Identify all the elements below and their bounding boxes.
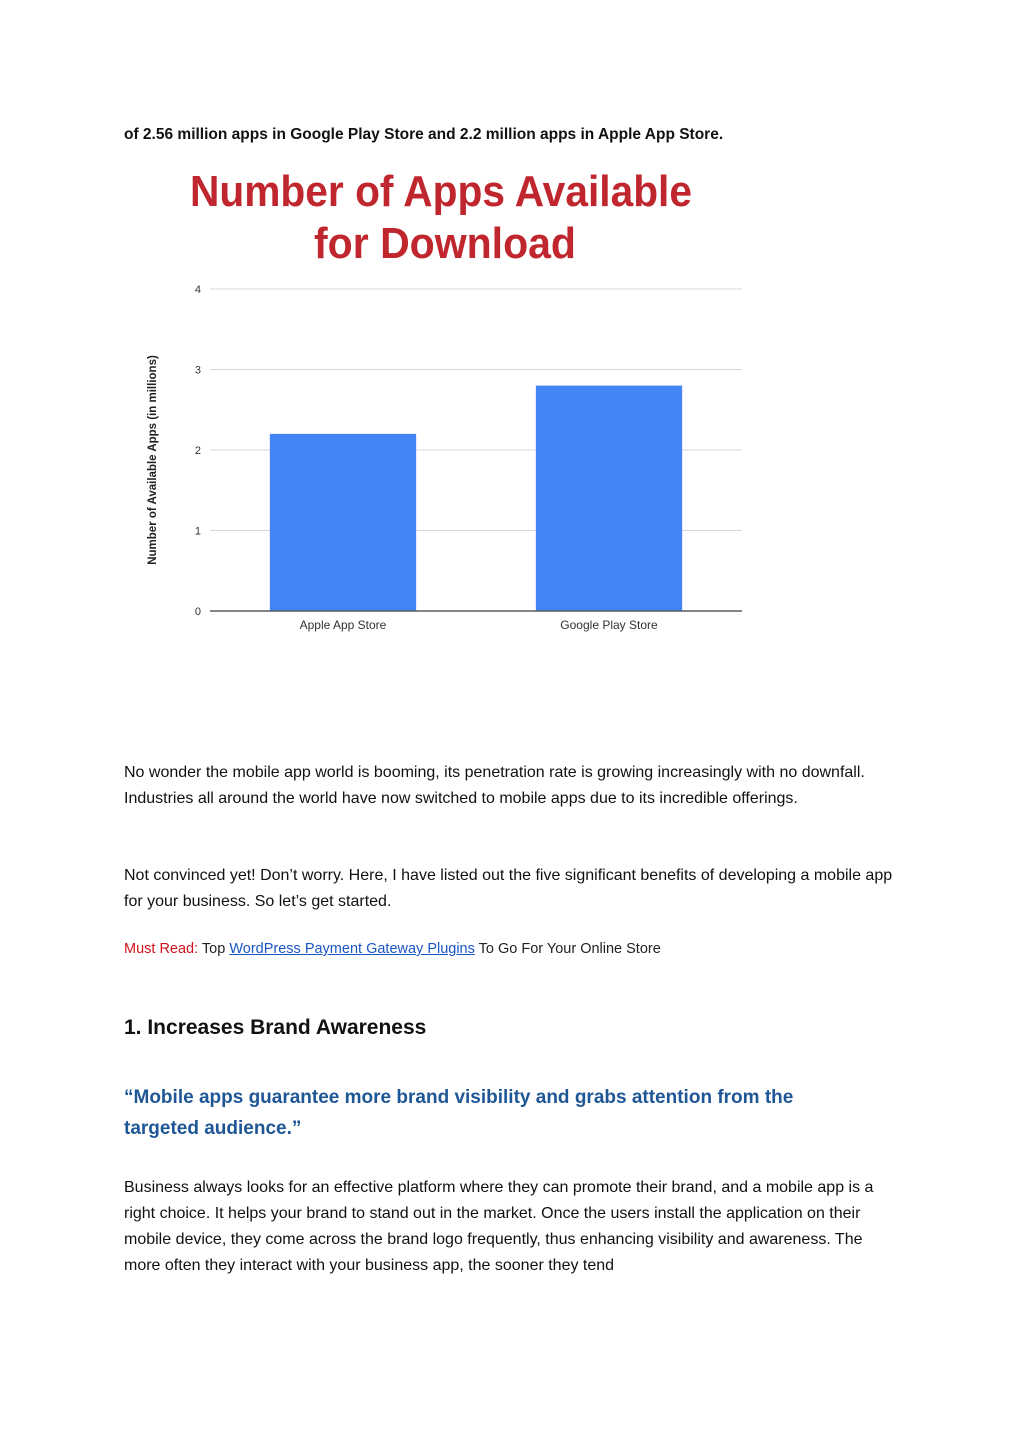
paragraph-not-convinced: Not convinced yet! Don’t worry. Here, I have listed out the five significant benefits of developing a mobile app for your business. So let’s get started. <box>124 867 893 910</box>
bar <box>270 434 416 611</box>
x-tick-label: Google Play Store <box>560 618 658 632</box>
chart-headline-line1: Number of Apps Available <box>190 167 692 216</box>
must-read-suffix: To Go For Your Online Store <box>474 941 661 957</box>
intro-line: of 2.56 million apps in Google Play Store and 2.2 million apps in Apple App Store. <box>124 126 724 143</box>
y-tick-label: 0 <box>194 606 201 618</box>
y-tick-label: 2 <box>194 445 201 457</box>
apps-bar-chart <box>128 158 746 652</box>
wordpress-plugins-link[interactable]: WordPress Payment Gateway Plugins <box>229 941 475 957</box>
section-heading: 1. Increases Brand Awareness <box>124 1016 427 1039</box>
apps-chart-figure <box>128 158 746 652</box>
paragraph-booming: No wonder the mobile app world is booming, its penetration rate is growing increasingly with no downfall. Industries all around the world have now switched to mobile apps due to its incredible offerings. <box>124 764 865 807</box>
must-read-line <box>124 941 661 957</box>
y-tick-label: 1 <box>194 525 201 538</box>
bar <box>536 386 682 611</box>
chart-bars <box>210 386 742 611</box>
section-quote: “Mobile apps guarantee more brand visibility and grabs attention from the targeted audience.” <box>124 1087 794 1139</box>
y-tick-label: 3 <box>194 364 201 377</box>
chart-y-axis-label: Number of Available Apps (in millions) <box>147 355 159 565</box>
chart-headline-line2: for Download <box>314 219 576 268</box>
chart-x-ticks <box>300 618 658 632</box>
y-tick-label: 4 <box>194 284 201 296</box>
must-read-label: Must Read: <box>124 941 199 957</box>
must-read-prefix: Top <box>198 941 230 957</box>
chart-y-ticks <box>195 284 201 618</box>
x-tick-label: Apple App Store <box>299 618 387 632</box>
paragraph-brand: Business always looks for an effective platform where they can promote their brand, and a mobile app is a right choice. It helps your brand to stand out in the market. Once the users install the application on their mobile device, they come across the brand logo frequently, thus enhancing visibility and awareness. The more often they interact with your business app, the sooner they tend <box>124 1179 874 1274</box>
